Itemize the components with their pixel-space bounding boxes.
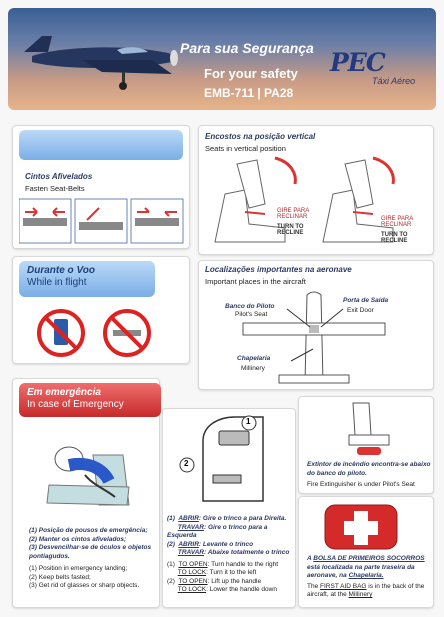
door-line-text: : Turn handle to the right (207, 560, 279, 568)
places-card (198, 260, 434, 390)
flight-title-en: While in flight (27, 277, 87, 288)
door-line-prefix (167, 586, 178, 593)
seatbelt-diagram (19, 198, 185, 244)
emergency-item-pt: (3) Desvencilhar-se de óculos e objetos pontiagudos. (29, 544, 152, 560)
firstaid-pt-1: A (307, 555, 314, 562)
door-instructions (167, 515, 293, 595)
door-line-text: : Abaixe totalmente o trinco (203, 549, 290, 556)
emergency-item-pt: (1) Posição de pousos de emergência; (29, 527, 148, 534)
door-line-key: TO OPEN (178, 577, 208, 585)
places-exit-pt: Porta de Saída (343, 297, 389, 304)
door-line-text: : Gire o trinco para a Esquerda (167, 523, 268, 539)
company-logo (330, 48, 420, 88)
firstaid-pt-key2: Chapelaria. (348, 572, 384, 579)
firstaid-en-key2: Millinery (348, 591, 373, 598)
door-line-text: : Lower the handle down (206, 586, 277, 593)
logo-mark: PEC (330, 48, 385, 77)
places-title-pt: Localizações importantes na aeronave (205, 265, 352, 274)
seats-gire-label-2: GIRE PARA RECLINAR (381, 216, 413, 228)
seatbelts-title-en: Fasten Seat-Belts (25, 184, 85, 193)
extinguisher-card (298, 396, 434, 494)
door-handle-illustration (173, 411, 283, 513)
door-line-text: : Turn it to the left (206, 569, 257, 576)
first-aid-bag-illustration (321, 499, 401, 553)
door-step-1-badge: 1 (246, 417, 251, 426)
door-line-key: ABRIR (178, 540, 199, 548)
door-line-en (167, 578, 293, 587)
firstaid-text-pt (307, 555, 431, 581)
firstaid-en-1: The (307, 582, 321, 590)
firstaid-pt-2: está localizada na parte traseira da aeronave, na (307, 563, 415, 579)
door-line-key: TO LOCK (177, 586, 207, 593)
seats-card (198, 125, 434, 255)
seats-gire-label-1: GIRE PARA RECLINAR (277, 208, 309, 220)
seatbelts-title-pt: Cintos Afivelados (25, 172, 93, 181)
door-line-prefix (167, 569, 178, 576)
seatbelts-header-pill (19, 130, 183, 160)
places-title-en: Important places in the aircraft (205, 277, 306, 286)
emergency-item-en: (3) Get rid of glasses or sharp objects. (29, 582, 140, 589)
extinguisher-text (307, 461, 431, 490)
extinguisher-text-pt: Extintor de incêndio encontra-se abaixo do banco do piloto. (307, 461, 431, 477)
extinguisher-text-en: Fire Extinguisher is under Pilot's Seat (307, 481, 415, 488)
door-line-en (167, 561, 293, 570)
door-line-prefix: (2) (167, 540, 179, 548)
places-pilot-pt: Banco do Piloto (225, 303, 275, 310)
door-line-text: : Lift up the handle (207, 577, 262, 585)
door-card (162, 408, 296, 608)
seats-turn-label-1: TURN TO RECLINE (277, 224, 304, 236)
flight-title-pt: Durante o Voo (27, 265, 95, 276)
firstaid-en-key: FIRST AID BAG (320, 582, 367, 590)
firstaid-text-en (307, 583, 431, 600)
places-millinery-en: Millinery (241, 365, 265, 372)
seats-title-en: Seats in vertical position (205, 144, 286, 153)
door-line-prefix (167, 524, 178, 531)
emergency-item-pt: (2) Manter os cintos afivelados; (29, 535, 127, 543)
no-smoking-icon (101, 307, 153, 359)
seatbelts-card (12, 125, 190, 249)
header-model: EMB-711 | PA28 (204, 86, 294, 100)
seat-extinguisher-illustration (339, 399, 399, 459)
flight-header-pill (19, 261, 155, 297)
emergency-card (12, 378, 160, 608)
header-title-pt: Para sua Segurança (180, 40, 314, 56)
door-line-prefix (167, 549, 178, 556)
door-line-key: TRAVAR (177, 549, 204, 556)
door-line-key: TRAVAR (177, 523, 204, 531)
door-line-prefix: (1) (167, 560, 179, 568)
emergency-title-en: In case of Emergency (27, 399, 124, 410)
door-line-pt (167, 515, 293, 524)
door-line-text: : Gire o trinco a para Direita. (198, 515, 287, 522)
firstaid-pt-key: BOLSA DE PRIMEIROS SOCORROS (313, 555, 425, 562)
flight-card (12, 256, 190, 364)
emergency-title-pt: Em emergência (27, 387, 101, 398)
places-pilot-en: Pilot's Seat (235, 311, 268, 318)
door-line-pt (167, 541, 293, 550)
emergency-item-en: (2) Keep belts fasted; (29, 573, 91, 581)
header-title-en: For your safety (204, 66, 298, 81)
door-line-prefix: (1) (167, 515, 179, 522)
door-line-prefix: (2) (167, 577, 179, 585)
door-line-key: ABRIR (178, 515, 199, 522)
door-line-en (167, 586, 293, 595)
door-line-text: : Levante o trinco (198, 540, 254, 548)
firstaid-card (298, 496, 434, 608)
firstaid-en-2: is in the back of the aircraft, at the (307, 582, 425, 598)
emergency-header-pill (19, 383, 161, 417)
emergency-instructions (29, 527, 157, 591)
seats-title-pt: Encostos na posição vertical (205, 132, 316, 141)
brace-position-illustration (29, 425, 149, 517)
header-banner (8, 8, 436, 110)
seats-turn-label-2: TURN TO RECLINE (381, 232, 408, 244)
places-millinery-pt: Chapelaria (237, 355, 271, 362)
door-line-pt (167, 524, 293, 541)
door-step-2-badge: 2 (184, 459, 189, 468)
airplane-illustration (22, 26, 182, 96)
firstaid-text (307, 555, 431, 600)
emergency-item-en: (1) Position in emergency landing; (29, 565, 128, 572)
door-line-key: TO OPEN (178, 560, 208, 568)
door-line-key: TO LOCK (177, 569, 207, 576)
no-phone-icon (35, 307, 87, 359)
logo-subtitle: Táxi Aéreo (372, 76, 416, 86)
places-exit-en: Exit Door (347, 307, 374, 314)
door-line-pt (167, 549, 293, 558)
door-line-en (167, 569, 293, 578)
